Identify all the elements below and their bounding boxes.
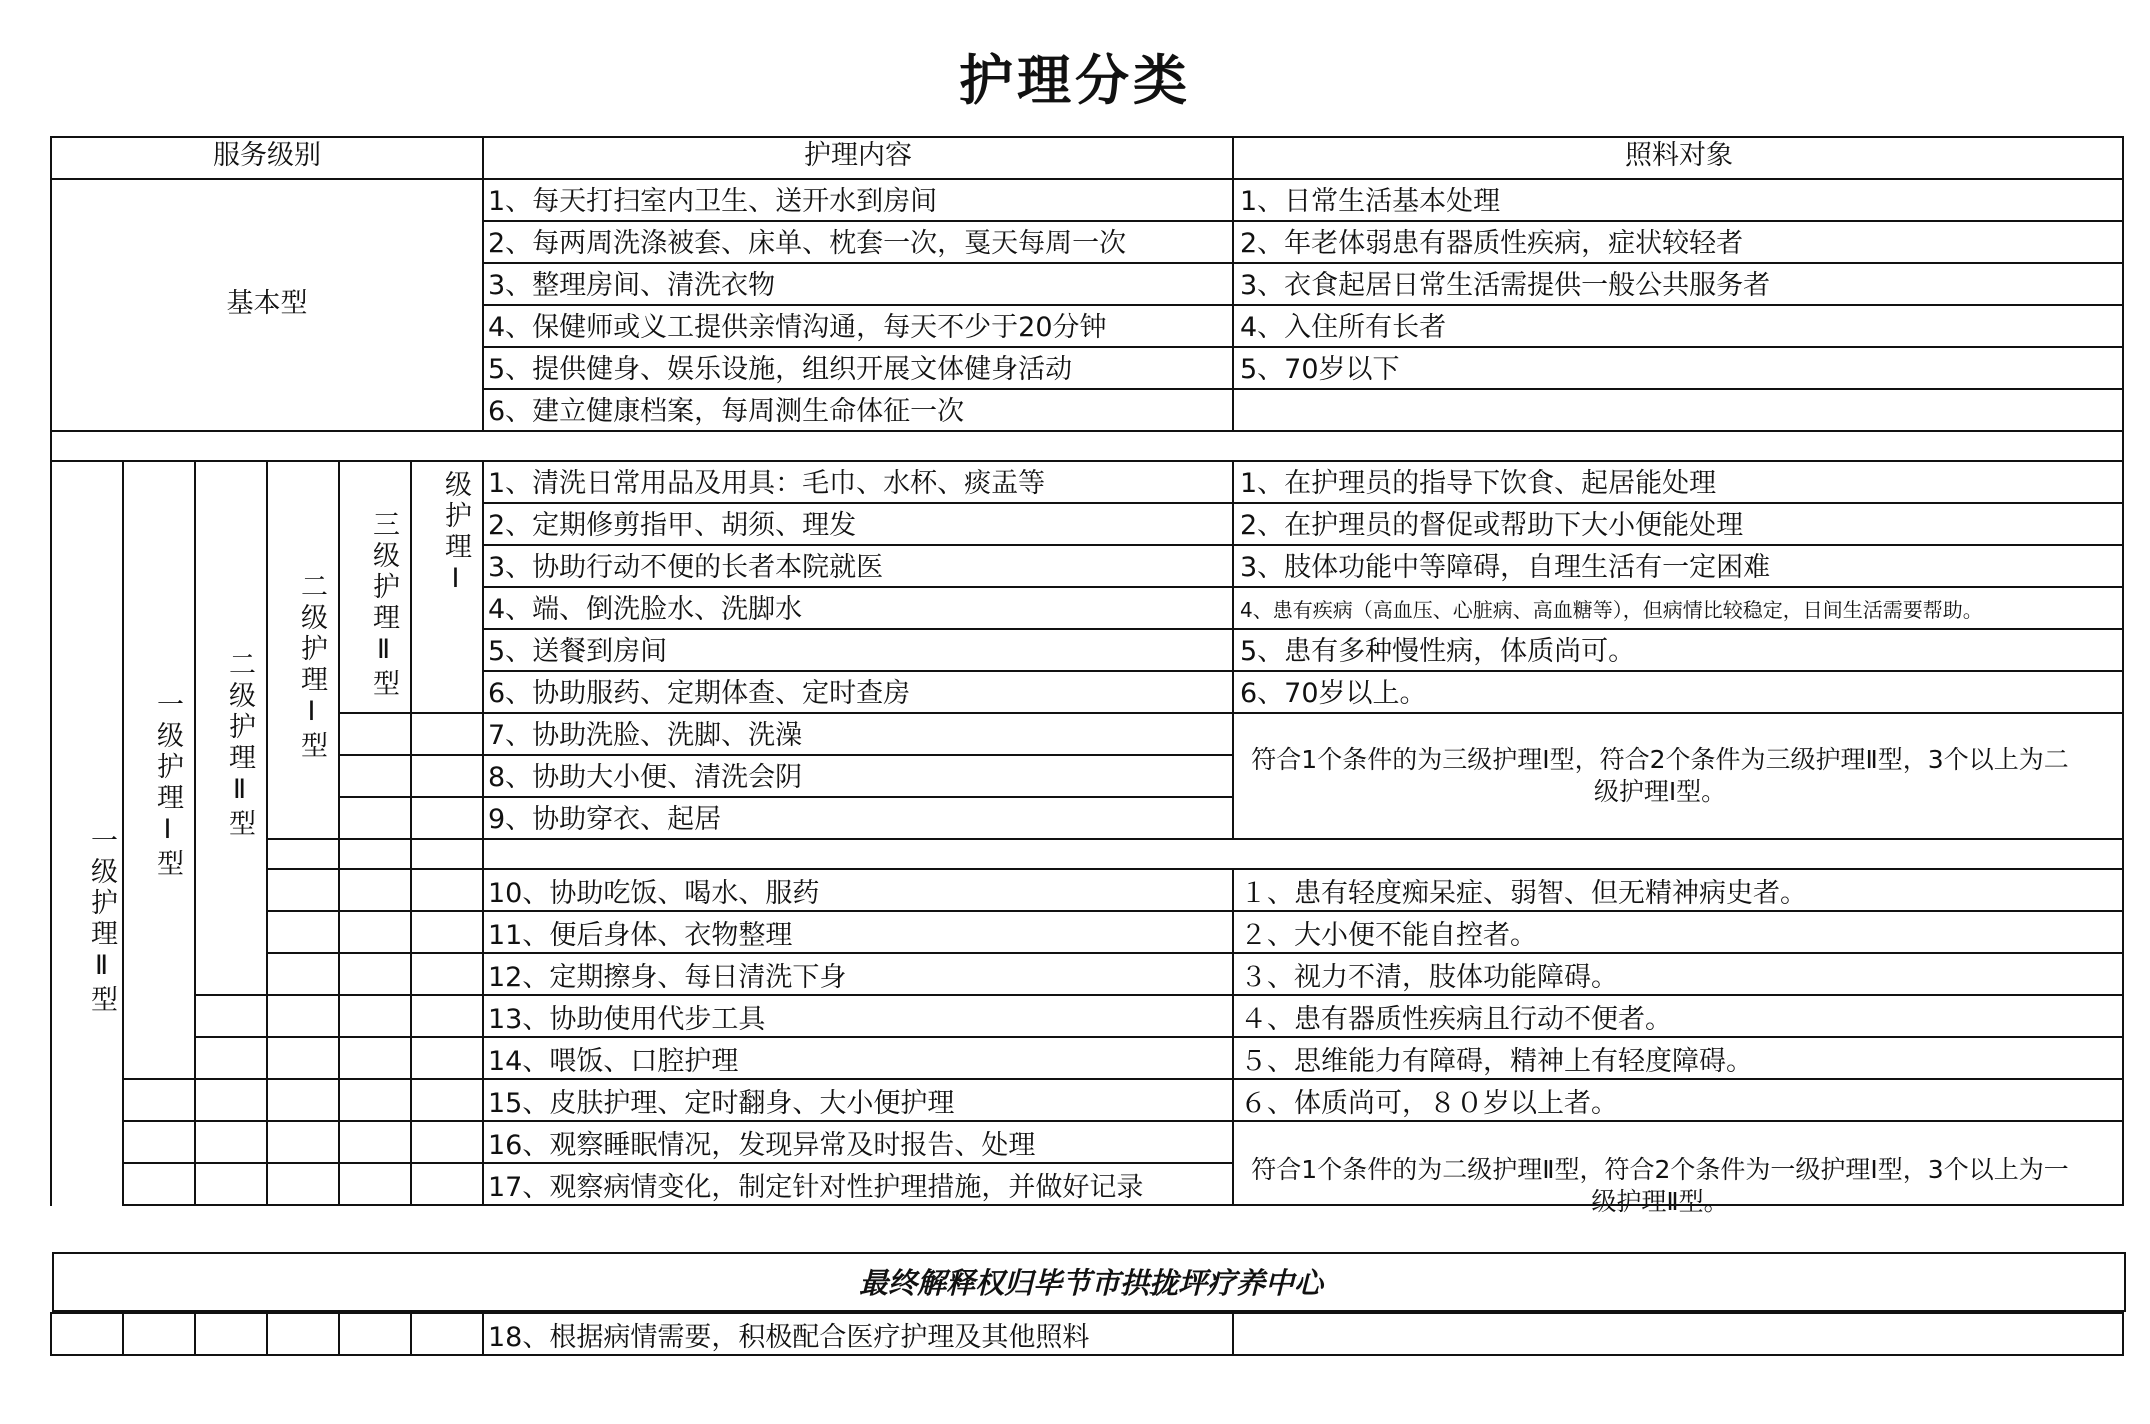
table-rule	[410, 460, 412, 1206]
table-rule	[50, 1312, 2124, 1314]
group2-content-10: 10、协助吃饭、喝水、服药	[488, 878, 820, 909]
table-rule	[482, 220, 2124, 222]
group1-target-6: 6、70岁以上。	[1240, 678, 1427, 709]
group2-target-2: ２、大小便不能自控者。	[1240, 920, 1537, 951]
group1-content-3: 3、协助行动不便的长者本院就医	[488, 552, 884, 583]
table-rule	[122, 1162, 484, 1164]
group2-target-4: ４、患有器质性疾病且行动不便者。	[1240, 1004, 1672, 1035]
header-care-content: 护理内容	[804, 140, 912, 171]
table-rule	[266, 868, 2124, 870]
group2-content-12: 12、定期擦身、每日清洗下身	[488, 962, 847, 993]
table-rule	[122, 1078, 484, 1080]
table-rule	[194, 460, 196, 1206]
group2-condition-note: 符合1个条件的为二级护理Ⅱ型，符合2个条件为一级护理Ⅰ型，3个以上为一级护理Ⅱ型。	[1251, 1155, 2069, 1216]
level-1-type-1-label: 一级护理Ⅰ型	[152, 690, 183, 880]
group1-content-2: 2、定期修剪指甲、胡须、理发	[488, 510, 857, 541]
basic-target-5: 5、70岁以下	[1240, 354, 1400, 385]
table-rule	[52, 1252, 2126, 1254]
basic-target-3: 3、衣食起居日常生活需提供一般公共服务者	[1240, 270, 1771, 301]
basic-type-label: 基本型	[226, 288, 308, 319]
basic-content-4: 4、保健师或义工提供亲情沟通，每天不少于20分钟	[488, 312, 1107, 343]
group2-content-13: 13、协助使用代步工具	[488, 1004, 766, 1035]
table-rule	[1232, 460, 1234, 840]
table-rule	[410, 1312, 412, 1356]
table-rule	[266, 460, 268, 1206]
table-rule	[266, 1312, 268, 1356]
table-rule	[1232, 1312, 1234, 1356]
basic-content-1: 1、每天打扫室内卫生、送开水到房间	[488, 186, 938, 217]
interpretation-footer: 最终解释权归毕节市拱拢坪疗养中心	[858, 1266, 1323, 1300]
level-2-type-1-label: 二级护理Ⅰ型	[296, 572, 327, 762]
group1-target-2: 2、在护理员的督促或帮助下大小便能处理	[1240, 510, 1744, 541]
basic-target-4: 4、入住所有长者	[1240, 312, 1447, 343]
group2-content-16: 16、观察睡眠情况，发现异常及时报告、处理	[488, 1130, 1036, 1161]
table-rule	[482, 544, 2124, 546]
group1-condition-note: 符合1个条件的为三级护理Ⅰ型，符合2个条件为三级护理Ⅱ型，3个以上为二级护理Ⅰ型。	[1251, 745, 2069, 806]
level-2-type-2-label: 二级护理Ⅱ型	[224, 650, 255, 840]
basic-content-3: 3、整理房间、清洗衣物	[488, 270, 776, 301]
page-title: 护理分类	[959, 49, 1191, 112]
table-rule	[482, 796, 1234, 798]
table-rule	[482, 754, 1234, 756]
table-rule	[122, 1312, 124, 1356]
table-rule	[2122, 1312, 2124, 1356]
group2-target-3: ３、视力不清，肢体功能障碍。	[1240, 962, 1618, 993]
group2-content-11: 11、便后身体、衣物整理	[488, 920, 793, 951]
table-rule	[482, 586, 2124, 588]
table-rule	[482, 136, 484, 432]
table-rule	[2122, 460, 2124, 1206]
table-rule	[338, 1312, 340, 1356]
header-service-level: 服务级别	[213, 140, 321, 171]
table-rule	[482, 346, 2124, 348]
table-rule	[266, 838, 2124, 840]
table-rule	[338, 460, 340, 1206]
table-rule	[482, 304, 2124, 306]
basic-content-6: 6、建立健康档案，每周测生命体征一次	[488, 396, 965, 427]
basic-content-5: 5、提供健身、娱乐设施，组织开展文体健身活动	[488, 354, 1073, 385]
group1-content-1: 1、清洗日常用品及用具：毛巾、水杯、痰盂等	[488, 468, 1046, 499]
table-rule	[194, 1312, 196, 1356]
group1-content-9: 9、协助穿衣、起居	[488, 804, 722, 835]
table-rule	[482, 1312, 484, 1356]
table-rule	[50, 460, 52, 1206]
group1-content-7: 7、协助洗脸、洗脚、洗澡	[488, 720, 803, 751]
table-rule	[482, 262, 2124, 264]
group2-target-1: １、患有轻度痴呆症、弱智、但无精神病史者。	[1240, 878, 1807, 909]
header-care-target: 照料对象	[1625, 140, 1733, 171]
group1-target-5: 5、患有多种慢性病，体质尚可。	[1240, 636, 1636, 667]
group2-target-5: ５、思维能力有障碍，精神上有轻度障碍。	[1240, 1046, 1753, 1077]
group1-content-6: 6、协助服药、定期体查、定时查房	[488, 678, 911, 709]
table-rule	[50, 1312, 52, 1356]
table-rule	[482, 388, 2124, 390]
group1-target-4: 4、患有疾病（高血压、心脏病、高血糖等），但病情比较稳定，日间生活需要帮助。	[1240, 598, 1983, 622]
table-rule	[482, 670, 2124, 672]
group1-target-1: 1、在护理员的指导下饮食、起居能处理	[1240, 468, 1717, 499]
group2-content-17: 17、观察病情变化，制定针对性护理措施，并做好记录	[488, 1172, 1144, 1203]
group1-content-4: 4、端、倒洗脸水、洗脚水	[488, 594, 803, 625]
table-rule	[482, 628, 2124, 630]
basic-content-2: 2、每两周洗涤被套、床单、枕套一次，戛天每周一次	[488, 228, 1127, 259]
table-rule	[482, 502, 2124, 504]
table-rule	[266, 952, 484, 954]
basic-target-1: 1、日常生活基本处理	[1240, 186, 1501, 217]
basic-target-2: 2、年老体弱患有器质性疾病，症状较轻者	[1240, 228, 1744, 259]
table-rule	[482, 460, 484, 1206]
table-rule	[50, 460, 2124, 462]
table-rule	[1232, 136, 1234, 432]
level-3-type-2-label: 三级护理Ⅱ型	[368, 510, 399, 700]
level-1-type-2-label: 一级护理Ⅱ型	[86, 826, 117, 1016]
group2-target-6: ６、体质尚可，８０岁以上者。	[1240, 1088, 1618, 1119]
table-rule	[122, 1120, 484, 1122]
group1-content-5: 5、送餐到房间	[488, 636, 668, 667]
group2-content-14: 14、喂饭、口腔护理	[488, 1046, 739, 1077]
table-rule	[2122, 136, 2124, 462]
table-rule	[50, 430, 2124, 432]
group1-content-8: 8、协助大小便、清洗会阴	[488, 762, 803, 793]
level-3-type-1-label: 级护理Ⅰ	[440, 470, 471, 598]
last-row-content-18: 18、根据病情需要，积极配合医疗护理及其他照料	[488, 1322, 1090, 1353]
table-rule	[266, 910, 484, 912]
group2-content-15: 15、皮肤护理、定时翻身、大小便护理	[488, 1088, 955, 1119]
table-rule	[122, 460, 124, 1206]
table-rule	[1232, 868, 1234, 1206]
group1-target-3: 3、肢体功能中等障碍，自理生活有一定困难	[1240, 552, 1771, 583]
table-rule	[50, 178, 2124, 180]
table-rule	[482, 712, 2124, 714]
